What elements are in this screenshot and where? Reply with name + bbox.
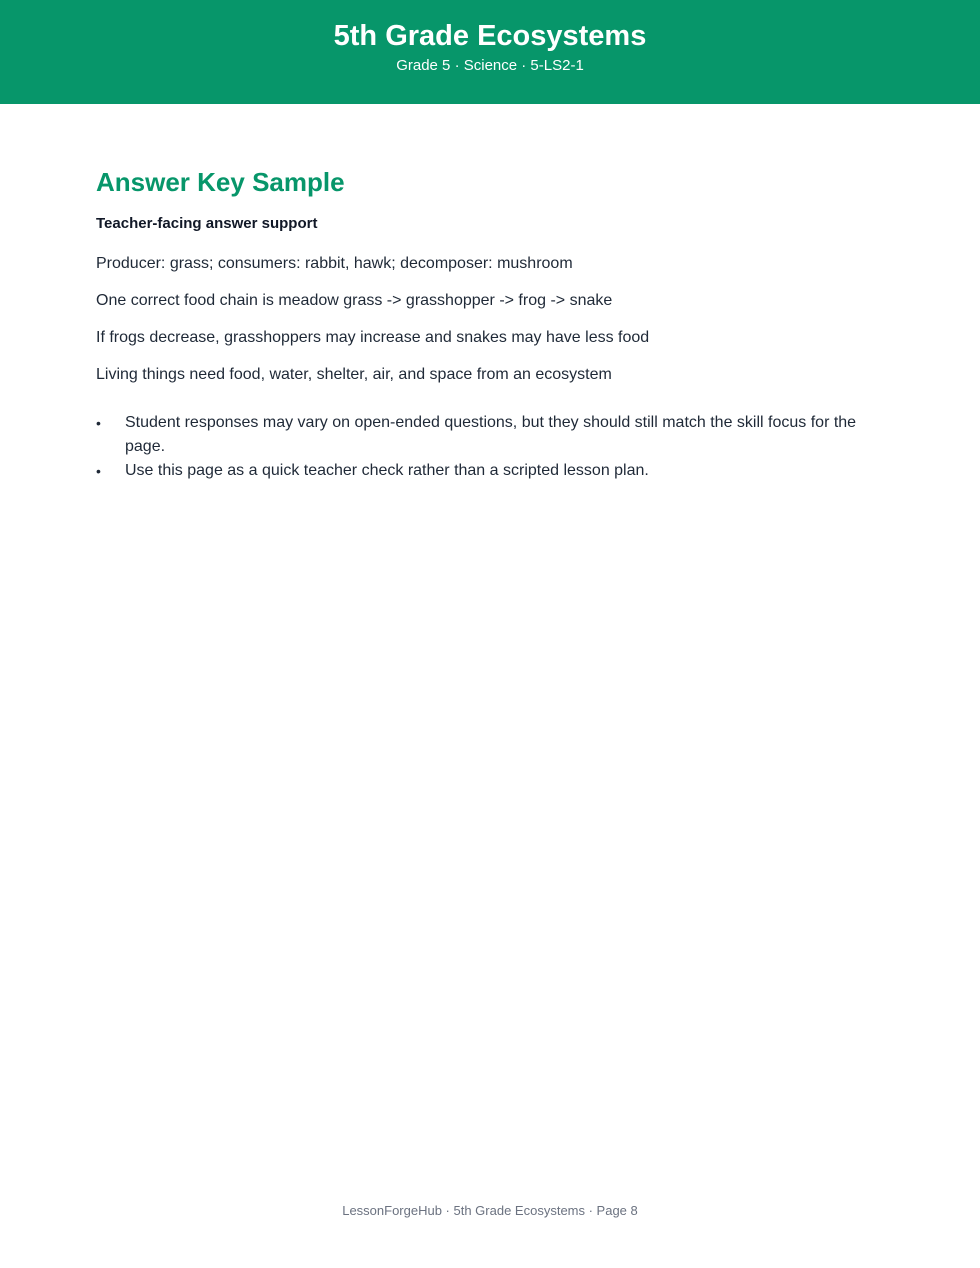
- note-text: Student responses may vary on open-ended questions, but they should still match the skill focus for the page.: [125, 414, 857, 455]
- list-item: [96, 459, 886, 483]
- answer-line: One correct food chain is meadow grass -> grasshopper -> frog -> snake: [96, 292, 613, 309]
- document-title: 5th Grade Ecosystems: [333, 20, 647, 52]
- teacher-notes-list: [96, 411, 886, 483]
- answer-line: Producer: grass; consumers: rabbit, hawk; decomposer: mushroom: [96, 255, 573, 272]
- note-text: Use this page as a quick teacher check rather than a scripted lesson plan.: [125, 462, 649, 479]
- main-content: [96, 165, 886, 483]
- section-heading: Answer Key Sample: [96, 167, 345, 197]
- answer-line: Living things need food, water, shelter, air, and space from an ecosystem: [96, 366, 612, 383]
- page-footer: LessonForgeHub · 5th Grade Ecosystems · Page 8: [342, 1203, 638, 1218]
- bullet-icon: •: [96, 415, 101, 431]
- section-subheading: Teacher-facing answer support: [96, 215, 318, 232]
- bullet-icon: •: [96, 463, 101, 479]
- header-banner: [0, 0, 980, 104]
- answer-line: If frogs decrease, grasshoppers may increase and snakes may have less food: [96, 329, 650, 346]
- list-item: [96, 411, 886, 459]
- answer-list: [96, 254, 886, 385]
- document-subtitle: Grade 5 · Science · 5-LS2-1: [396, 57, 584, 74]
